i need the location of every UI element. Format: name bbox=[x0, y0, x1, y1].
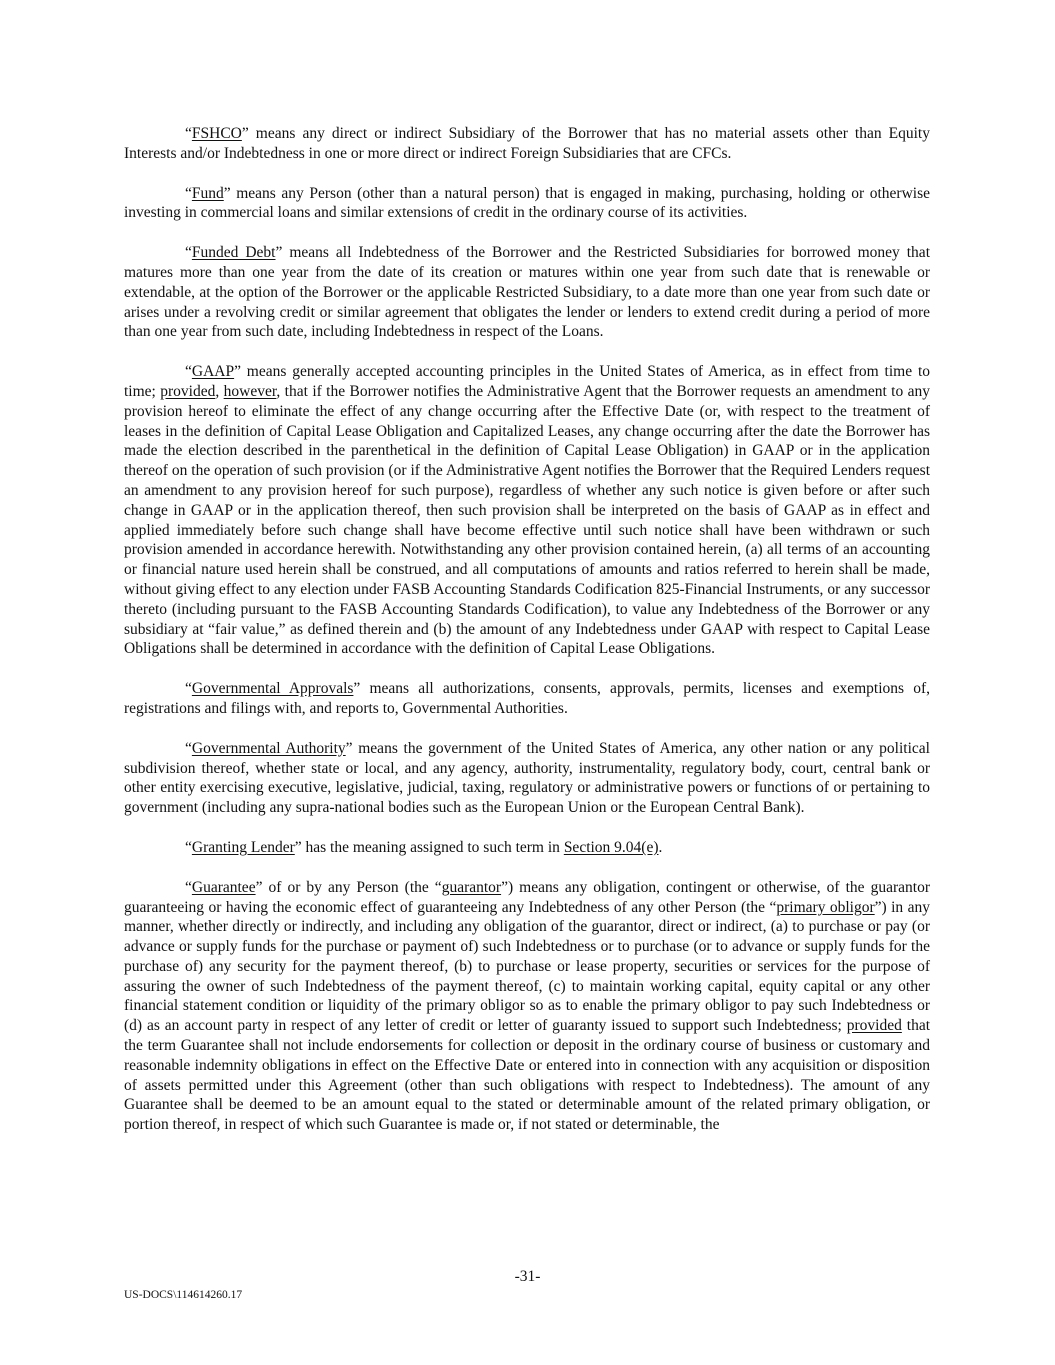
definition-text: , bbox=[215, 382, 224, 400]
definition-text: ” means all authorizations, consents, approvals, permits, licenses and exemptions of, registrations and filings with, and reports to, Governmental Authorities. bbox=[124, 680, 930, 717]
defined-term: provided bbox=[846, 1017, 902, 1035]
definition-fshco bbox=[124, 124, 930, 164]
definition-text: “ bbox=[185, 680, 192, 698]
definitions-body bbox=[124, 124, 930, 1155]
defined-term: GAAP bbox=[191, 363, 235, 381]
definition-text: ” means generally accepted accounting principles in the United States of America, as in effect from time to time; bbox=[124, 363, 930, 400]
defined-term: Funded Debt bbox=[191, 244, 276, 262]
definition-text: “ bbox=[185, 363, 192, 381]
definition-text: “ bbox=[185, 244, 192, 262]
definition-text: “ bbox=[185, 838, 192, 856]
definition-text: ” means all Indebtedness of the Borrower and the Restricted Subsidiaries for borrowed money that matures more than one year from the date of its creation or matures within one year from such date that is renewable or extendable, at the option of the Borrower or the applicable Restricted Subsidiary, to a date more than one year from such date or arises under a revolving credit or similar agreement that obligates the lender or lenders to extend credit during a period of more than one year from such date, including Indebtedness in respect of the Loans. bbox=[124, 244, 930, 341]
defined-term: however bbox=[223, 382, 277, 400]
definition-text: “ bbox=[185, 739, 192, 757]
definition-guarantee bbox=[124, 878, 930, 1135]
definition-text: ” of or by any Person (the “ bbox=[255, 878, 442, 896]
definition-text: “ bbox=[185, 125, 192, 142]
definition-governmental-authority bbox=[124, 739, 930, 818]
defined-term: Granting Lender bbox=[191, 838, 295, 856]
defined-term: Governmental Authority bbox=[191, 739, 346, 757]
definition-text: “ bbox=[185, 878, 192, 896]
page-number: -31- bbox=[514, 1268, 541, 1285]
defined-term: provided bbox=[160, 382, 216, 400]
definition-text: ” means the government of the United States of America, any other nation or any political subdivision thereof, whether state or local, and any agency, authority, instrumentality, regulatory body, court, central bank or other entity exercising executive, legislative, judicial, taxing, regulatory or administrative powers or functions of or pertaining to government (including any supra-national bodies such as the European Union or the European Central Bank). bbox=[124, 739, 930, 817]
defined-term: guarantor bbox=[441, 878, 502, 896]
definition-funded-debt bbox=[124, 243, 930, 342]
definition-text: ” has the meaning assigned to such term in bbox=[294, 838, 564, 856]
defined-term: Section 9.04(e) bbox=[563, 838, 659, 856]
defined-term: Fund bbox=[191, 184, 224, 202]
definition-text: ” means any direct or indirect Subsidiary of the Borrower that has no material assets other than Equity Interests and/or Indebtedness in one or more direct or indirect Foreign Subsidiaries that are CFCs. bbox=[124, 125, 930, 162]
defined-term: primary obligor bbox=[776, 898, 875, 916]
defined-term: Guarantee bbox=[191, 878, 256, 896]
definition-text: ”) in any manner, whether directly or indirectly, and including any obligation of the guarantor, direct or indirect, (a) to purchase or pay (or advance or supply funds for the purchase or payment of) such Indebtedness or to purchase (or to advance or supply funds for the purchase of) any security for the payment thereof, (b) to purchase or lease property, securities or services for the purpose of assuring the owner of such Indebtedness of the payment thereof, (c) to maintain working capital, equity capital or any other financial statement condition or liquidity of the primary obligor so as to enable the primary obligor to pay such Indebtedness or (d) as an account party in respect of any letter of credit or letter of guaranty issued to support such Indebtedness; bbox=[124, 898, 930, 1035]
definition-text: , that if the Borrower notifies the Administrative Agent that the Borrower requests an amendment to any provision hereof to eliminate the effect of any change occurring after the Effective Date (or, with respect to the treatment of leases in the definition of Capital Lease Obligation and Capitalized Leases, any change occurring after the date the Borrower has made the election described in the parenthetical in the definition of Capital Lease Obligation) in GAAP or in the application thereof on the operation of such provision (or if the Administrative Agent notifies the Borrower that the Required Lenders request an amendment to any provision hereof for such purpose), regardless of whether any such notice is given before or after such change in GAAP or in the application thereof, then such provision shall be interpreted on the basis of GAAP as in effect and applied immediately before such change shall have become effective until such notice shall have been withdrawn or such provision amended in accordance herewith. Notwithstanding any other provision contained herein, (a) all terms of an accounting or financial nature used herein shall be construed, and all computations of amounts and ratios referred to herein shall be made, without giving effect to any election under FASB Accounting Standards Codification 825-Financial Instruments, or any successor thereto (including pursuant to the FASB Accounting Standards Codification), to value any Indebtedness of the Borrower or any subsidiary at “fair value,” as defined therein and (b) the amount of any Indebtedness under GAAP with respect to Capital Lease Obligations shall be determined in accordance with the definition of Capital Lease Obligations. bbox=[124, 382, 931, 658]
definition-gaap bbox=[124, 362, 930, 659]
definition-granting-lender bbox=[124, 838, 930, 858]
definition-text: . bbox=[658, 838, 663, 856]
defined-term: FSHCO bbox=[191, 125, 242, 142]
definition-text: ”) means any obligation, contingent or otherwise, of the guarantor guaranteeing or having the economic effect of guaranteeing any Indebtedness of any other Person (the “ bbox=[124, 878, 930, 916]
definition-fund bbox=[124, 184, 930, 224]
definition-governmental-approvals bbox=[124, 679, 930, 719]
definition-text: “ bbox=[185, 184, 192, 202]
document-id-footer: US-DOCS\114614260.17 bbox=[124, 1289, 243, 1301]
defined-term: Governmental Approvals bbox=[191, 680, 354, 698]
definition-text: that the term Guarantee shall not include endorsements for collection or deposit in the ordinary course of business or customary and reasonable indemnity obligations in effect on the Effective Date or entered into in connection with any acquisition or disposition of assets permitted under this Agreement (other than such obligations with respect to Indebtedness). The amount of any Guarantee shall be deemed to be an amount equal to the stated or determinable amount of the related primary obligation, or portion thereof, in respect of which such Guarantee is made or, if not stated or determinable, the bbox=[124, 1017, 931, 1134]
definition-text: ” means any Person (other than a natural person) that is engaged in making, purchasing, holding or otherwise investing in commercial loans and similar extensions of credit in the ordinary course of its activities. bbox=[124, 184, 930, 222]
